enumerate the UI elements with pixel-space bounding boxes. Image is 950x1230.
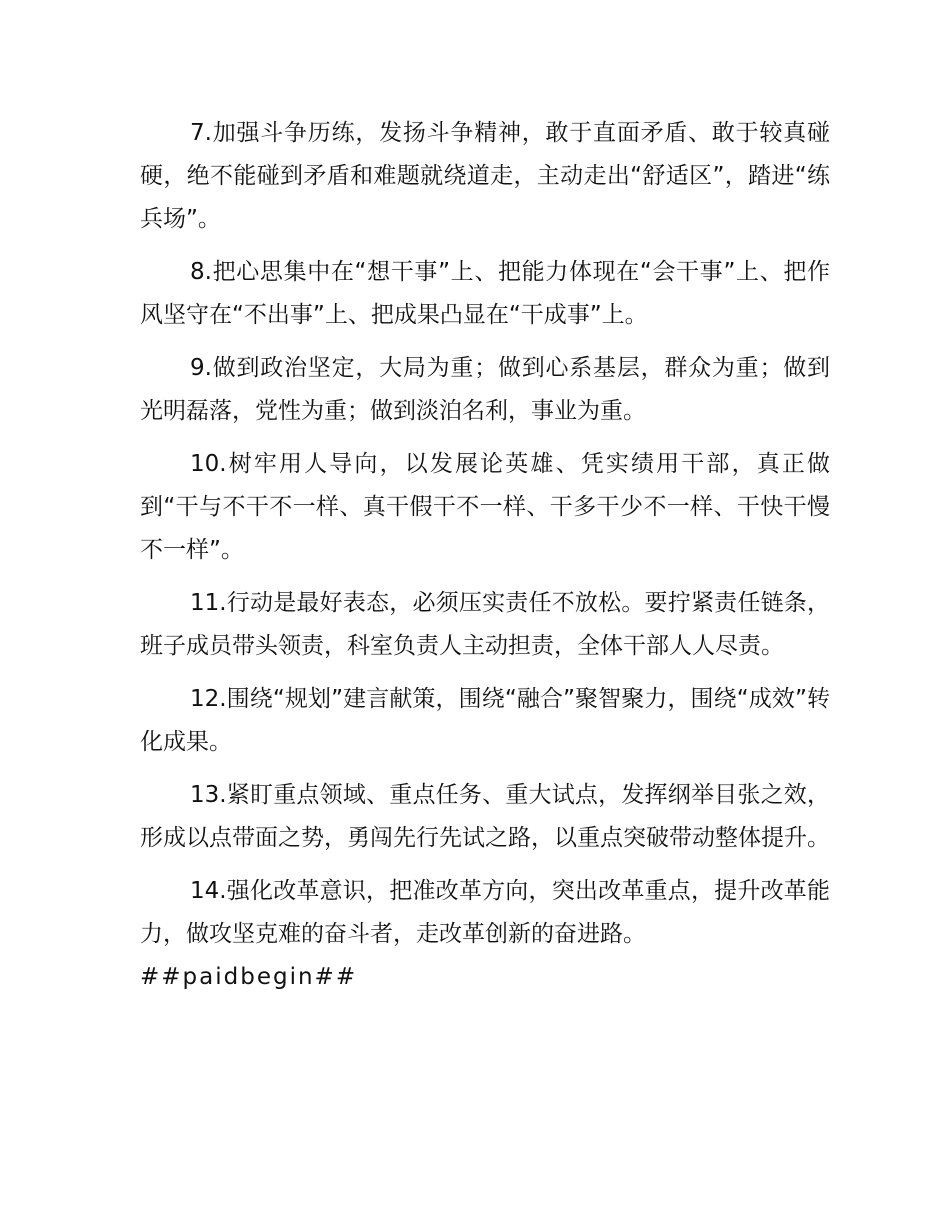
paragraph-9: 9.做到政治坚定，大局为重；做到心系基层，群众为重；做到光明磊落，党性为重；做到淡泊名利，事业为重。 <box>140 355 830 424</box>
paragraph-11: 11.行动是最好表态，必须压实责任不放松。要拧紧责任链条，班子成员带头领责，科室负责人主动担责，全体干部人人尽责。 <box>140 590 830 659</box>
paragraph-10: 10.树牢用人导向，以发展论英雄、凭实绩用干部，真正做到“干与不干不一样、真干假干不一样、干多干少不一样、干快干慢不一样”。 <box>140 451 830 563</box>
document-body <box>140 112 830 999</box>
paragraph-12: 12.围绕“规划”建言献策，围绕“融合”聚智聚力，围绕“成效”转化成果。 <box>140 686 830 755</box>
paragraph-14: 14.强化改革意识，把准改革方向，突出改革重点，提升改革能力，做攻坚克难的奋斗者，走改革创新的奋进路。 <box>140 878 830 947</box>
paid-begin-marker: ##paidbegin## <box>140 964 358 990</box>
paragraph-13: 13.紧盯重点领域、重点任务、重大试点，发挥纲举目张之效，形成以点带面之势，勇闯先行先试之路，以重点突破带动整体提升。 <box>140 782 830 851</box>
paragraph-7: 7.加强斗争历练，发扬斗争精神，敢于直面矛盾、敢于较真碰硬，绝不能碰到矛盾和难题就绕道走，主动走出“舒适区”，踏进“练兵场”。 <box>140 120 830 232</box>
paragraph-8: 8.把心思集中在“想干事”上、把能力体现在“会干事”上、把作风坚守在“不出事”上、把成果凸显在“干成事”上。 <box>140 259 830 328</box>
